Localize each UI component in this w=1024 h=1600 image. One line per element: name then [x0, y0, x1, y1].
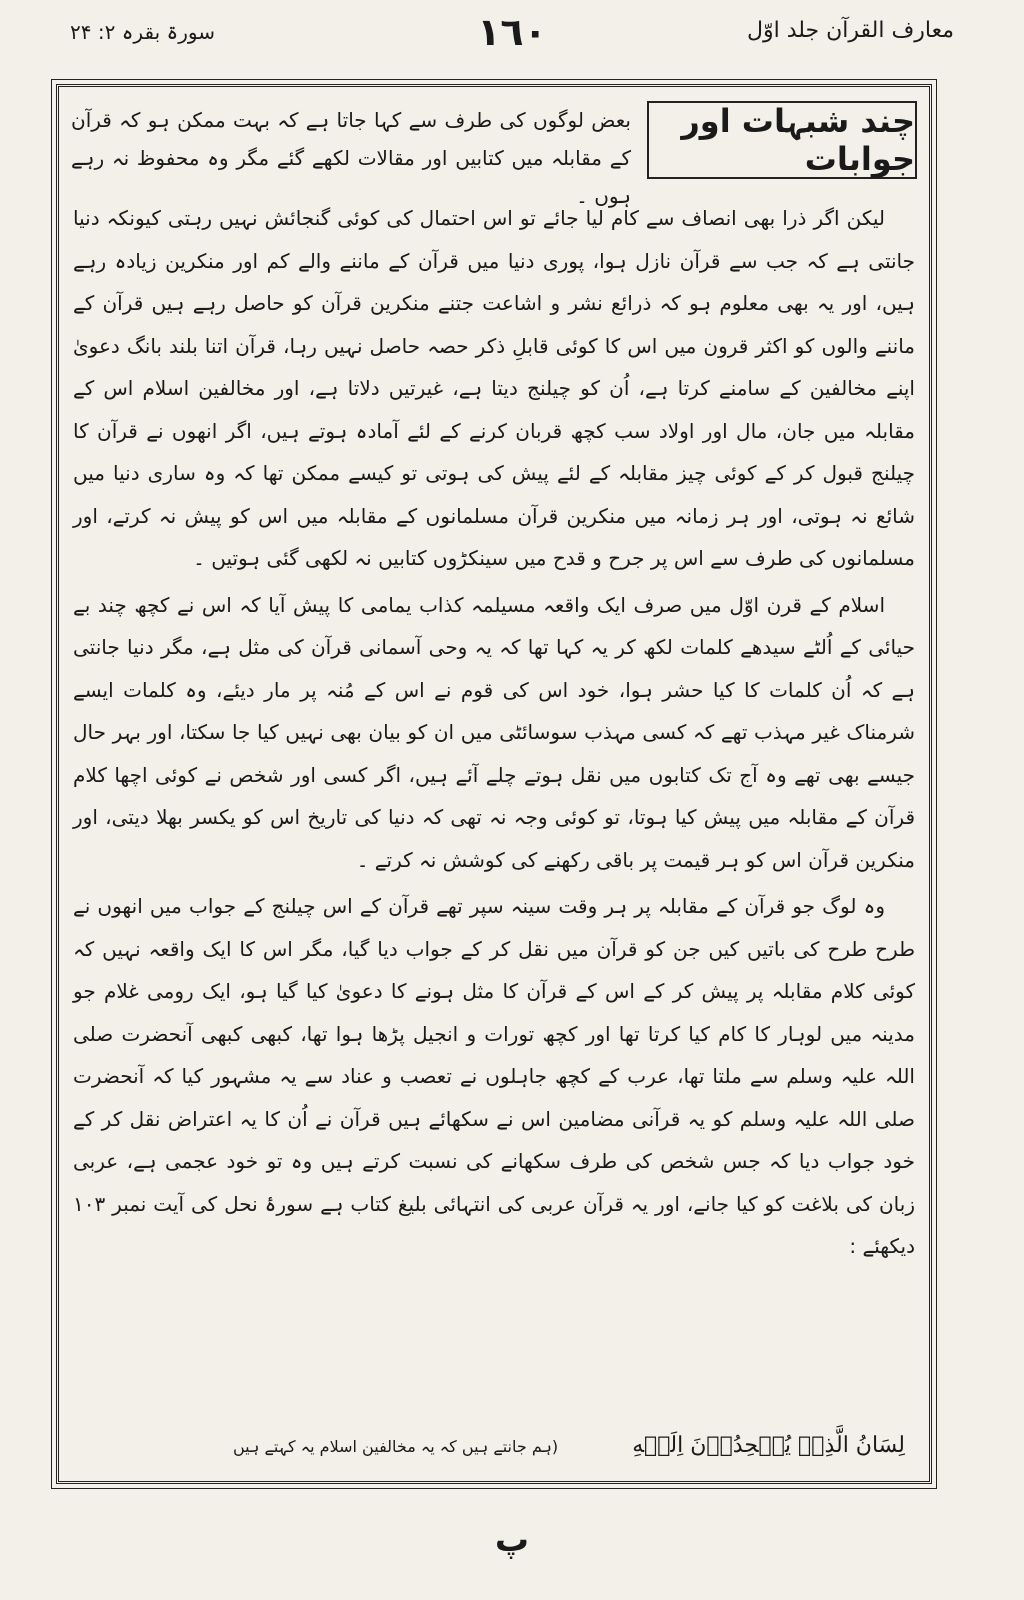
page-signature-mark: پ [494, 1520, 530, 1560]
section-intro [71, 101, 917, 208]
intro-text: بعض لوگوں کی طرف سے کہا جاتا ہے کہ بہت ممکن ہو کہ قرآن کے مقابلہ میں کتابیں اور مقالات لکھے گئے مگر وہ محفوظ نہ رہے ہوں ۔ [71, 108, 631, 208]
book-title: معارف القرآن جلد اوّل [746, 18, 954, 43]
paragraph-3: وہ لوگ جو قرآن کے مقابلہ پر ہر وقت سینہ سپر تھے قرآن کے اس چیلنج کے جواب میں انھوں نے طرح طرح کی باتیں کیں جن کو قرآن میں نقل کر کے جواب دیا گیا، مگر اس کا ایک واقعہ نہیں کہ کوئی کلام مقابلہ پر پیش کر کے اس کے قرآن کا مثل ہونے کا دعویٰ کیا گیا ہو، ایک رومی غلام جو مدینہ میں لوہار کا کام کیا کرتا تھا اور کچھ تورات و انجیل پڑھا ہوا تھا، کبھی کبھی آنحضرت صلی اللہ علیہ وسلم سے ملتا تھا، عرب کے کچھ جاہلوں نے تعصب و عناد سے یہ مشہور کیا کہ آنحضرت صلی اللہ علیہ وسلم کو یہ قرآنی مضامین اس نے سکھائے ہیں قرآن نے اُن کا یہ اعتراض نقل کر کے خود جواب دیا کہ جس شخص کی طرف سکھانے کی نسبت کرتے ہیں وہ تو خود عجمی ہے، عربی زبان کی بلاغت کو کیا جانے، اور یہ قرآن عربی کی انتہائی بلیغ کتاب ہے سورۂ نحل کی آیت نمبر ۱۰۳ دیکھئے : [73, 894, 915, 1258]
text-frame [56, 84, 932, 1484]
page-header [40, 10, 984, 70]
paragraph-1: لیکن اگر ذرا بھی انصاف سے کام لیا جائے تو اس احتمال کی کوئی گنجائش نہیں رہتی کیونکہ دنیا جانتی ہے کہ جب سے قرآن نازل ہوا، پوری دنیا میں قرآن کے ماننے والے کم اور منکرین زیادہ رہے ہیں، اور یہ بھی معلوم ہو کہ ذرائع نشر و اشاعت جتنے منکرین قرآن کو حاصل رہے ہیں قرآن کے ماننے والوں کو اکثر قرون میں اس کا کوئی قابلِ ذکر حصہ حاصل نہیں رہا، قرآن اتنا بلند بانگ دعویٰ اپنے مخالفین کے سامنے کرتا ہے، اُن کو چیلنج دیتا ہے، غیرتیں دلاتا ہے، اور مخالفین اسلام اس کے مقابلہ میں جان، مال اور اولاد سب کچھ قربان کرنے کے لئے آمادہ ہوتے ہیں، اگر انھوں نے قرآن کا چیلنج قبول کر کے کوئی چیز مقابلہ کے لئے پیش کی ہوتی تو کیسے ممکن تھا کہ وہ ساری دنیا میں شائع نہ ہوتی، اور ہر زمانہ میں منکرین قرآن مسلمانوں کے مقابلہ میں اس کو پیش نہ کرتے، اور مسلمانوں کی طرف سے اس پر جرح و قدح میں سینکڑوں کتابیں نہ لکھی گئی ہوتیں ۔ [73, 206, 915, 570]
verse-translation-note: (ہم جانتے ہیں کہ یہ مخالفین اسلام یہ کہتے ہیں [233, 1437, 559, 1456]
quran-verse: لِسَانُ الَّذِیۡ یُلۡحِدُوۡنَ اِلَیۡهِ [632, 1433, 905, 1458]
surah-reference: سورۃ بقرہ ۲: ۲۴ [70, 20, 215, 44]
paragraph-2: اسلام کے قرن اوّل میں صرف ایک واقعہ مسیلمہ کذاب یمامی کا پیش آیا کہ اس نے کچھ چند بے حیائی کے اُلٹے سیدھے کلمات لکھ کر یہ کہا تھا کہ یہ وحی آسمانی قرآن کی مثل ہے، مگر دنیا جانتی ہے کہ اُن کلمات کا کیا حشر ہوا، خود اس کی قوم نے اس کے مُنہ پر مار دیئے، وہ کلمات ایسے شرمناک غیر مہذب تھے کہ کسی مہذب سوسائٹی میں ان کو بیان بھی نہیں کیا جا سکتا، اور بہر حال جیسے بھی تھے وہ آج تک کتابوں میں نقل ہوتے چلے آئے ہیں، اگر کسی اور شخص نے کوئی اچھا کلام قرآن کے مقابلہ میں پیش کیا ہوتا، تو کوئی وجہ نہ تھی کہ دنیا کی تاریخ اس کو یکسر بھلا دیتی، اور منکرین قرآن اس کو ہر قیمت پر باقی رکھنے کی کوشش نہ کرتے ۔ [73, 592, 915, 872]
body-text [73, 197, 915, 1272]
verse-line [73, 1429, 915, 1469]
page-number: ١٦٠ [477, 10, 547, 54]
section-heading: چند شبہات اور جوابات [647, 101, 917, 179]
